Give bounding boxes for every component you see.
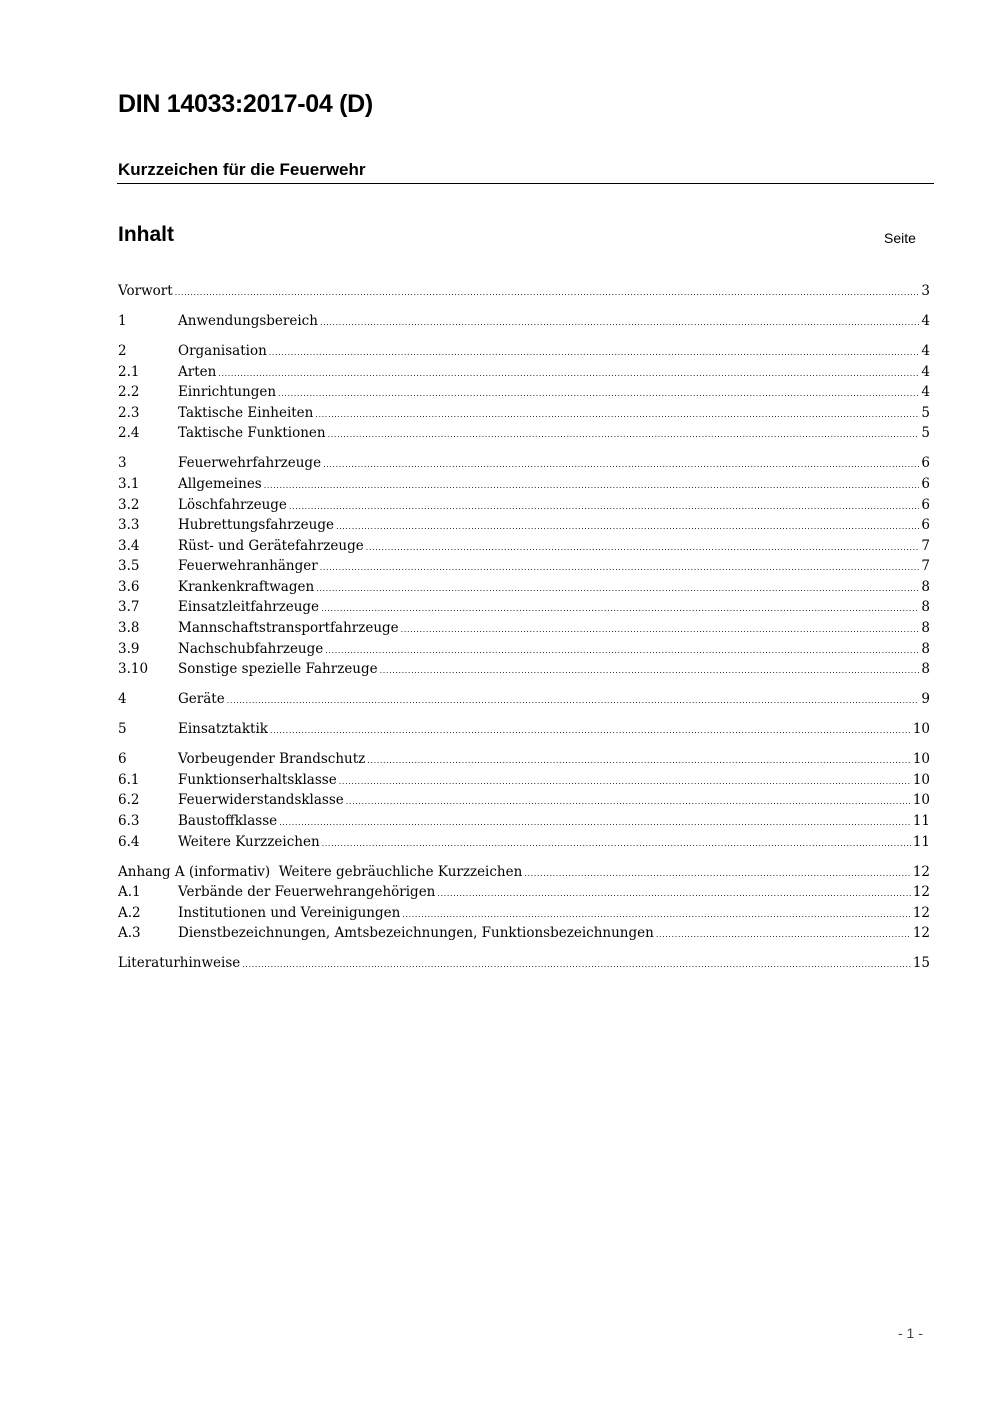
toc-entry[interactable] [118,311,930,332]
toc-entry-title: Feuerwehrfahrzeuge [178,455,322,472]
toc-entry-page: 10 [912,792,930,809]
toc-dot-leader [524,864,910,885]
footer-page-number: - 1 - [898,1325,923,1341]
toc-entry-number: 3.7 [118,599,140,616]
toc-dot-leader [401,620,920,641]
toc-entry[interactable] [118,453,930,474]
toc-entry-title: Geräte [178,691,225,708]
toc-dot-leader [316,579,919,600]
toc-entry-page: 6 [921,455,930,472]
toc-entry[interactable] [118,749,930,770]
toc-entry-title: Feuerwiderstandsklasse [178,792,344,809]
toc-entry[interactable] [118,474,930,495]
toc-entry-page: 5 [921,404,930,421]
toc-entry-page: 8 [921,578,930,595]
toc-dot-leader [320,313,919,334]
toc-entry-page: 10 [912,771,930,788]
toc-dot-leader [278,384,919,405]
toc-entry[interactable] [118,953,930,974]
toc-entry[interactable] [118,832,930,853]
toc-entry-number: 2.1 [118,363,140,380]
toc-entry[interactable] [118,515,930,536]
toc-entry-title: Baustoffklasse [178,813,278,829]
toc-dot-leader [227,691,920,712]
table-of-contents [118,281,930,974]
toc-dot-leader [346,792,911,813]
document-title: DIN 14033:2017-04 (D) [118,90,373,118]
toc-entry[interactable] [118,556,930,577]
toc-entry-title: Taktische Funktionen [178,425,326,442]
toc-entry-page: 7 [921,537,930,554]
toc-entry-number: 2.2 [118,384,140,401]
toc-dot-leader [367,751,911,772]
toc-dot-leader [366,538,920,559]
toc-entry-title: Anhang A (informativ) Weitere gebräuchliche Kurzzeichen [118,863,523,880]
toc-entry-number: A.1 [118,884,141,901]
toc-dot-leader [339,772,911,793]
toc-entry-page: 12 [912,925,930,942]
toc-entry-page: 6 [921,475,930,492]
toc-entry-title: Taktische Einheiten [178,404,314,421]
page-column-label: Seite [884,230,916,246]
toc-entry-number: 3.3 [118,517,140,534]
toc-entry-number: 3.4 [118,537,140,554]
toc-entry-page: 6 [921,496,930,513]
toc-entry[interactable] [118,639,930,660]
toc-entry-number: 6 [118,751,127,768]
toc-dot-leader [325,641,919,662]
toc-dot-leader [264,476,920,497]
toc-dot-leader [289,497,920,518]
toc-entry-page: 4 [921,342,930,359]
toc-entry-number: 6.4 [118,833,140,850]
toc-entry[interactable] [118,423,930,444]
toc-entry-title: Einsatztaktik [178,721,268,738]
toc-entry-title: Allgemeines [178,475,262,492]
toc-entry[interactable] [118,862,930,883]
toc-entry-title: Feuerwehranhänger [178,558,318,575]
toc-entry[interactable] [118,903,930,924]
toc-entry[interactable] [118,923,930,944]
toc-entry-page: 7 [921,558,930,575]
toc-entry[interactable] [118,577,930,598]
toc-entry-title: Einsatzleitfahrzeuge [178,599,320,616]
toc-dot-leader [270,721,911,742]
toc-entry-title: Funktionserhaltsklasse [178,771,337,788]
toc-entry[interactable] [118,770,930,791]
toc-entry[interactable] [118,659,930,680]
toc-entry-page: 6 [921,517,930,534]
toc-dot-leader [656,925,911,946]
toc-entry-page: 3 [921,283,930,299]
toc-entry-title: Einrichtungen [178,384,277,401]
toc-entry[interactable] [118,882,930,903]
toc-entry-title: Verbände der Feuerwehrangehörigen [178,884,436,901]
toc-dot-leader [328,425,920,446]
toc-dot-leader [218,364,919,385]
toc-dot-leader [380,661,920,682]
toc-entry-page: 10 [912,751,930,768]
toc-entry-title: Nachschubfahrzeuge [178,640,324,657]
toc-entry-title: Mannschaftstransportfahrzeuge [178,620,399,637]
toc-entry-number: 3.1 [118,475,140,492]
toc-dot-leader [315,405,919,426]
title-divider [117,183,934,184]
toc-entry-page: 12 [912,863,930,880]
document-subtitle: Kurzzeichen für die Feuerwehr [118,160,366,179]
toc-entry-page: 8 [921,661,930,678]
toc-dot-leader [336,517,919,538]
toc-entry-title: Vorbeugender Brandschutz [178,751,366,768]
toc-heading: Inhalt [118,223,174,246]
toc-entry-title: Vorwort [118,283,173,299]
toc-entry-page: 12 [912,884,930,901]
toc-entry-number: 6.2 [118,792,140,809]
toc-entry[interactable] [118,618,930,639]
toc-entry[interactable] [118,341,930,362]
toc-entry-number: 3 [118,455,127,472]
toc-dot-leader [402,905,911,926]
toc-entry-page: 9 [921,691,930,708]
toc-entry-number: 2 [118,342,127,359]
toc-entry-page: 8 [921,640,930,657]
toc-dot-leader [279,813,911,834]
toc-entry[interactable] [118,382,930,403]
toc-dot-leader [320,558,920,579]
toc-entry-number: 3.8 [118,620,140,637]
toc-entry-number: 3.2 [118,496,140,513]
toc-entry-page: 11 [912,833,930,850]
toc-entry[interactable] [118,689,930,710]
toc-entry[interactable] [118,719,930,740]
toc-entry[interactable] [118,597,930,618]
toc-entry-title: Krankenkraftwagen [178,578,315,595]
toc-dot-leader [323,455,919,476]
toc-dot-leader [175,283,920,304]
toc-entry[interactable] [118,536,930,557]
toc-entry-title: Löschfahrzeuge [178,496,287,513]
toc-entry-title: Hubrettungsfahrzeuge [178,517,334,534]
toc-entry-number: 6.3 [118,813,140,829]
toc-entry-page: 15 [912,955,930,972]
toc-entry-title: Sonstige spezielle Fahrzeuge [178,661,378,678]
toc-entry-page: 4 [921,312,930,329]
toc-entry-title: Anwendungsbereich [178,312,318,329]
toc-entry-number: 3.10 [118,661,149,678]
toc-entry[interactable] [118,790,930,811]
toc-entry-page: 5 [921,425,930,442]
toc-entry-page: 4 [921,384,930,401]
toc-entry-number: 1 [118,312,127,329]
toc-entry-number: 5 [118,721,127,738]
toc-entry-title: Literaturhinweise [118,955,241,972]
toc-entry-number: 4 [118,691,127,708]
toc-entry-title: Institutionen und Vereinigungen [178,904,401,921]
toc-entry-page: 8 [921,620,930,637]
toc-dot-leader [242,955,911,976]
toc-entry-title: Rüst- und Gerätefahrzeuge [178,537,364,554]
toc-entry-title: Dienstbezeichnungen, Amtsbezeichnungen, Funktionsbezeichnungen [178,925,654,942]
toc-entry-number: 6.1 [118,771,140,788]
toc-entry-page: 11 [912,813,930,829]
toc-entry-page: 4 [921,363,930,380]
toc-dot-leader [321,599,919,620]
toc-entry-number: A.3 [118,925,141,942]
toc-dot-leader [322,834,911,855]
toc-entry[interactable] [118,281,930,302]
toc-entry-number: 2.3 [118,404,140,421]
toc-entry-number: 2.4 [118,425,140,442]
toc-dot-leader [269,343,920,364]
toc-entry[interactable] [118,811,930,832]
toc-entry-number: 3.9 [118,640,140,657]
toc-entry-page: 8 [921,599,930,616]
toc-entry-number: 3.6 [118,578,140,595]
toc-entry-title: Arten [178,363,217,380]
toc-entry-number: 3.5 [118,558,140,575]
toc-entry-title: Organisation [178,342,267,359]
toc-entry-title: Weitere Kurzzeichen [178,833,320,850]
toc-dot-leader [437,884,910,905]
toc-entry[interactable] [118,403,930,424]
toc-entry-page: 12 [912,904,930,921]
toc-entry[interactable] [118,362,930,383]
toc-entry-page: 10 [912,721,930,738]
toc-entry-number: A.2 [118,904,141,921]
toc-entry[interactable] [118,495,930,516]
